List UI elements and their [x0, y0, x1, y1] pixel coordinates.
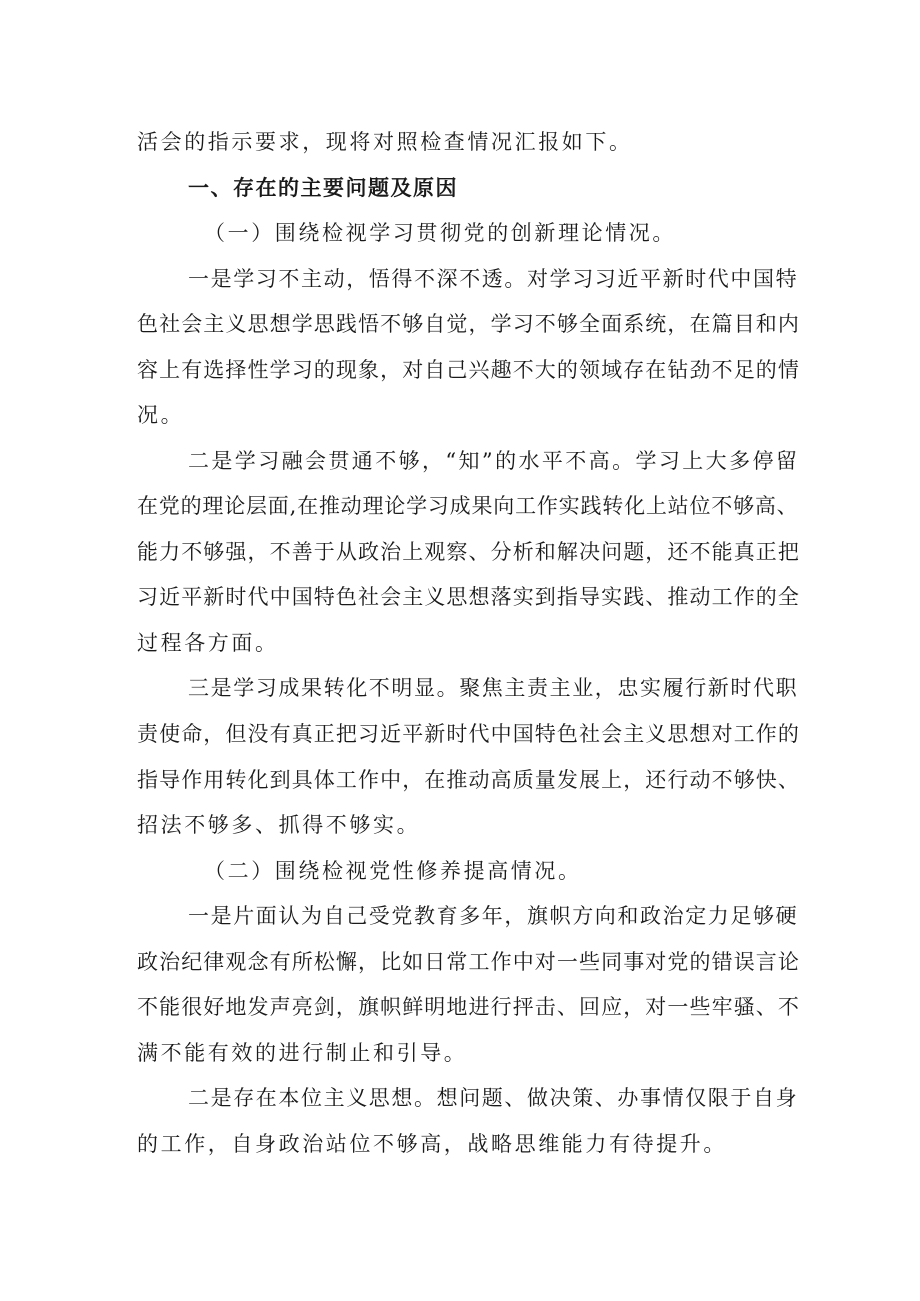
text-line: 的工作，自身政治站位不够高，战略思维能力有待提升。: [137, 1132, 727, 1156]
text-line: 在党的理论层面,在推动理论学习成果向工作实践转化上站位不够高、: [137, 494, 799, 518]
section-heading: 一、存在的主要问题及原因: [188, 176, 458, 200]
text-line: 招法不够多、抓得不够实。: [137, 813, 421, 837]
text-line: 责使命，但没有真正把习近平新时代中国特色社会主义思想对工作的: [137, 722, 800, 746]
text-line: 三是学习成果转化不明显。聚焦主责主业，忠实履行新时代职: [188, 676, 799, 700]
text-line: 过程各方面。: [137, 631, 279, 655]
text-line: 政治纪律观念有所松懈，比如日常工作中对一些同事对党的错误言论: [137, 950, 800, 974]
text-line: 指导作用转化到具体工作中，在推动高质量发展上，还行动不够快、: [137, 768, 800, 792]
subsection-heading: （二）围绕检视党性修养提高情况。: [204, 859, 582, 883]
text-line: 二是存在本位主义思想。想问题、做决策、办事情仅限于自身: [188, 1086, 799, 1110]
text-line: 一是学习不主动，悟得不深不透。对学习习近平新时代中国特: [188, 267, 799, 291]
text-line: 色社会主义思想学思践悟不够自觉，学习不够全面系统，在篇目和内: [137, 312, 800, 336]
text-line: 不能很好地发声亮剑，旗帜鲜明地进行抨击、回应，对一些牢骚、不: [137, 995, 800, 1019]
text-line: 二是学习融会贯通不够，“知”的水平不高。学习上大多停留: [188, 449, 800, 473]
text-line: 况。: [137, 403, 185, 427]
subsection-heading: （一）围绕检视学习贯彻党的创新理论情况。: [204, 221, 676, 245]
text-line: 习近平新时代中国特色社会主义思想落实到指导实践、推动工作的全: [137, 585, 800, 609]
text-line: 活会的指示要求，现将对照检查情况汇报如下。: [137, 130, 633, 154]
text-line: 能力不够强，不善于从政治上观察、分析和解决问题，还不能真正把: [137, 540, 800, 564]
text-line: 满不能有效的进行制止和引导。: [137, 1041, 468, 1065]
text-line: 一是片面认为自己受党教育多年，旗帜方向和政治定力足够硬: [188, 904, 799, 928]
text-line: 容上有选择性学习的现象，对自己兴趣不大的领域存在钻劲不足的情: [137, 358, 800, 382]
